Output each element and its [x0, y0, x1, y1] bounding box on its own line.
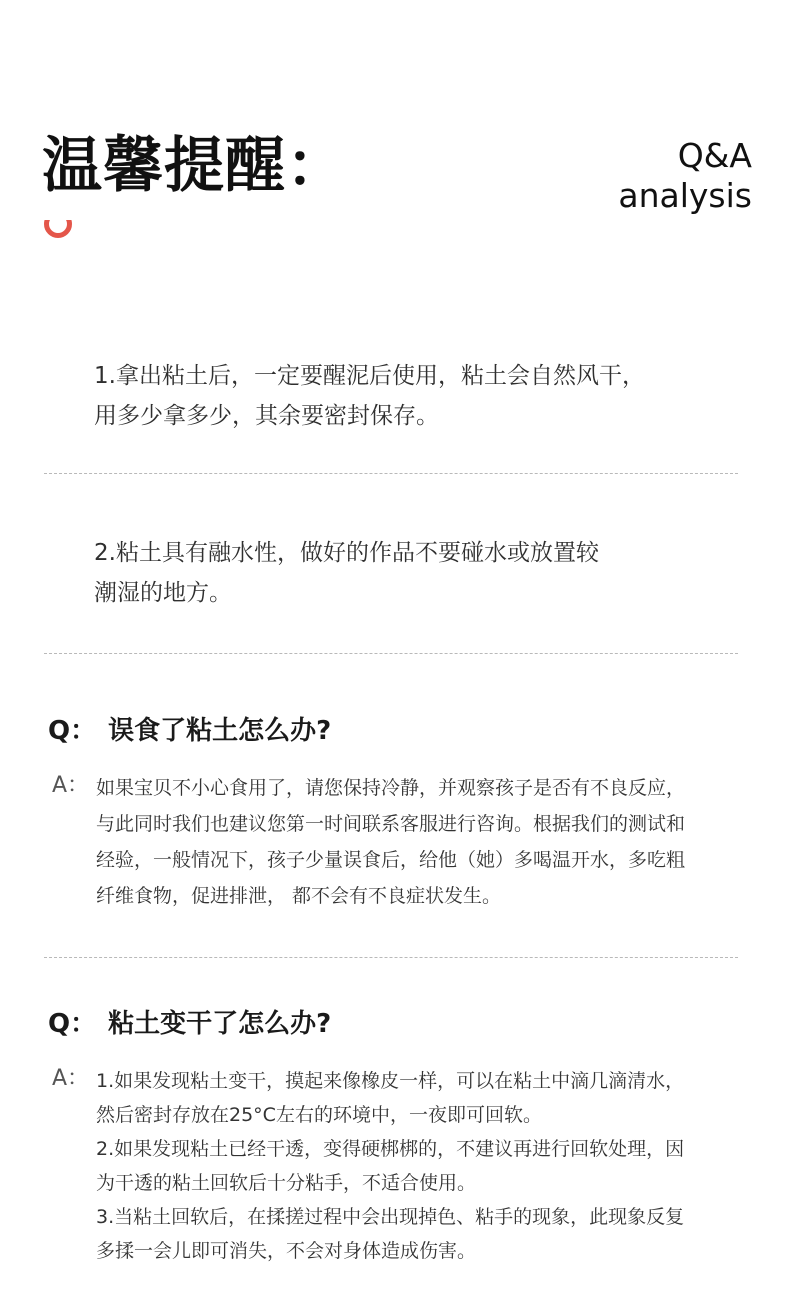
question-mark: Q： [48, 716, 97, 746]
answer-mark: A： [52, 773, 90, 798]
answer-1-line: 如果宝贝不小心食用了，请您保持冷静，并观察孩子是否有不良反应， [96, 777, 686, 799]
tip-2-line-1: 2.粘土具有融水性，做好的作品不要碰水或放置较 [94, 540, 599, 566]
tip-1 [94, 356, 714, 436]
answer-2-line: 然后密封存放在25°C左右的环境中，一夜即可回软。 [96, 1104, 542, 1126]
tip-2 [94, 533, 714, 613]
page-title: 温馨提醒： [42, 131, 347, 201]
answer-1 [52, 770, 752, 914]
answer-1-line: 纤维食物，促进排泄， 都不会有不良症状发生。 [96, 885, 502, 907]
answer-2-line: 1.如果发现粘土变干，摸起来像橡皮一样，可以在粘土中滴几滴清水， [96, 1070, 685, 1092]
answer-2-line: 多揉一会儿即可消失，不会对身体造成伤害。 [96, 1240, 477, 1262]
divider [44, 957, 738, 958]
qa-analysis-label [618, 136, 752, 216]
tip-1-line-1: 1.拿出粘土后，一定要醒泥后使用，粘土会自然风干， [94, 363, 645, 389]
answer-mark: A： [52, 1066, 90, 1091]
answer-1-line: 经验，一般情况下，孩子少量误食后，给他（她）多喝温开水，多吃粗 [96, 849, 686, 871]
qa-label-line1: Q&A [677, 136, 752, 175]
question-2-text: 粘土变干了怎么办? [108, 1009, 332, 1039]
question-2 [48, 1004, 331, 1044]
question-1 [48, 711, 331, 751]
divider [44, 653, 738, 654]
accent-arc-decoration [44, 220, 72, 244]
answer-2-line: 2.如果发现粘土已经干透，变得硬梆梆的，不建议再进行回软处理，因 [96, 1138, 685, 1160]
answer-2-line: 为干透的粘土回软后十分粘手，不适合使用。 [96, 1172, 477, 1194]
question-mark: Q： [48, 1009, 97, 1039]
divider [44, 473, 738, 474]
answer-1-line: 与此同时我们也建议您第一时间联系客服进行咨询。根据我们的测试和 [96, 813, 686, 835]
answer-2 [52, 1064, 752, 1268]
tip-1-line-2: 用多少拿多少，其余要密封保存。 [94, 403, 439, 429]
tip-2-line-2: 潮湿的地方。 [94, 580, 232, 606]
answer-2-line: 3.当粘土回软后，在揉搓过程中会出现掉色、粘手的现象，此现象反复 [96, 1206, 685, 1228]
qa-label-line2: analysis [618, 176, 752, 215]
question-1-text: 误食了粘土怎么办? [108, 716, 332, 746]
